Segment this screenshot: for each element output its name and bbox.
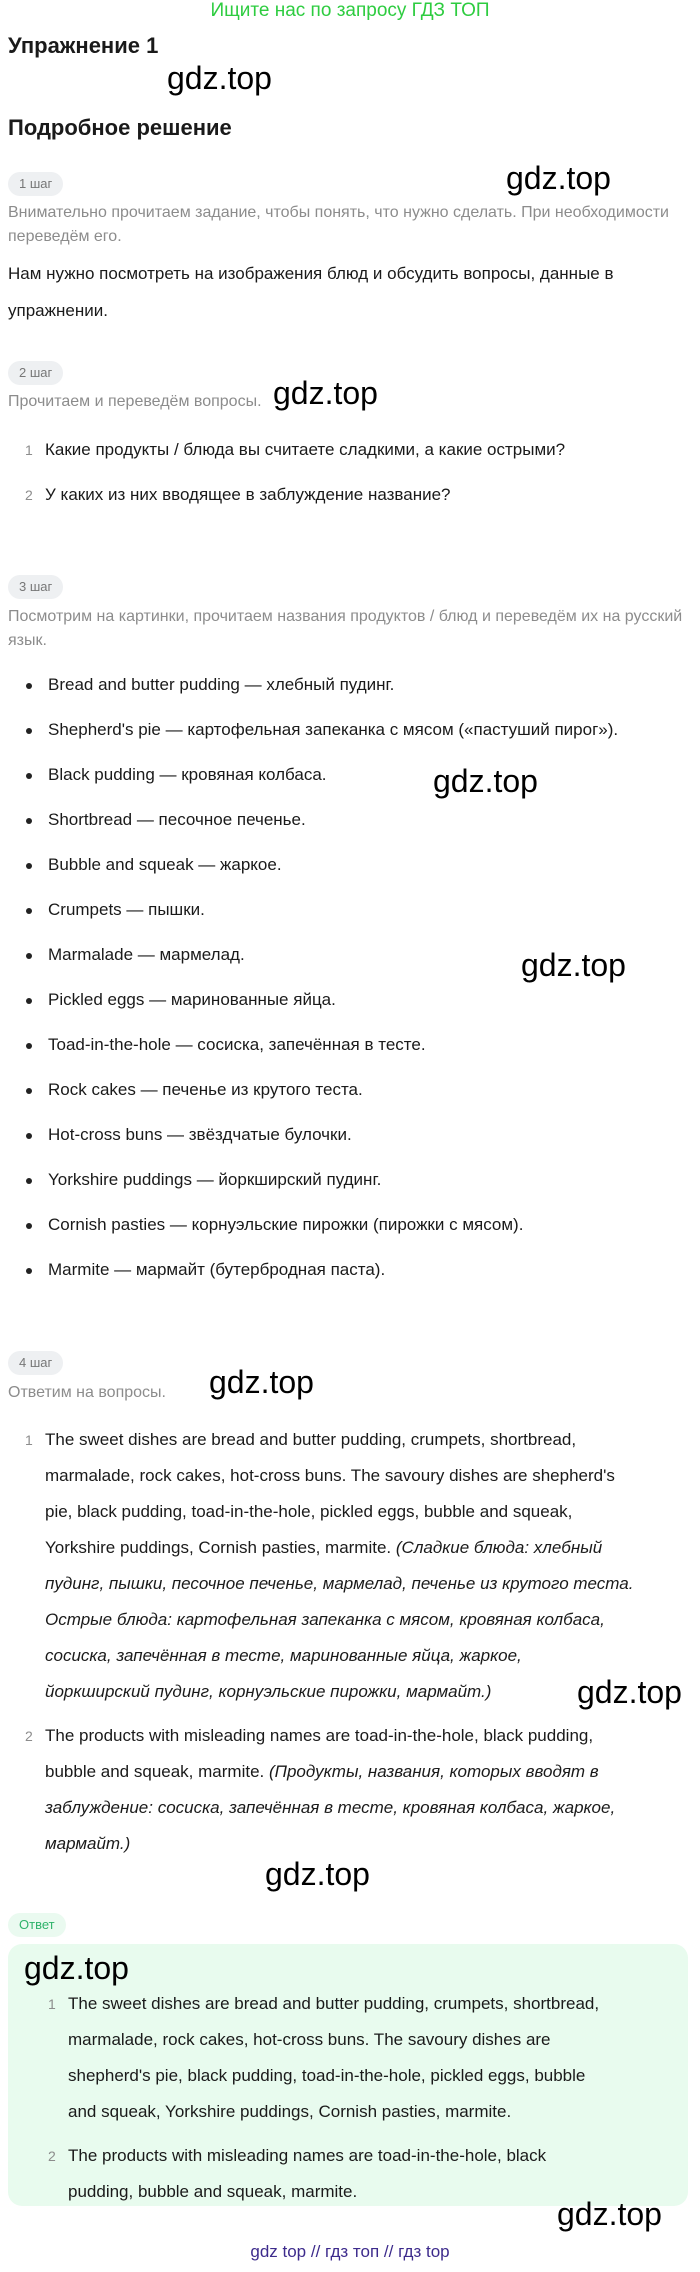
question-item	[0, 477, 690, 513]
dish-translation: Toad-in-the-hole — сосиска, запечённая в тесте.	[48, 1035, 426, 1054]
footer-separator: //	[310, 2242, 321, 2261]
bullet-icon	[26, 1133, 32, 1139]
text-line: The sweet dishes are bread and butter pudding, crumpets, shortbread,	[45, 1430, 577, 1449]
dish-translation: Marmite — мармайт (бутербродная паста).	[48, 1260, 386, 1279]
list-number: 1	[25, 1432, 33, 1448]
list-item	[0, 892, 690, 937]
list-item	[0, 1207, 690, 1252]
watermark: gdz.top	[265, 1856, 370, 1892]
translation-line: Острые блюда: картофельная запеканка с мясом, кровяная колбаса,	[45, 1610, 605, 1629]
list-item	[0, 1117, 690, 1162]
list-item	[0, 1027, 690, 1072]
answer-item	[0, 1422, 690, 1710]
footer-link[interactable]: gdz top	[250, 2242, 307, 2261]
text-line: shepherd's pie, black pudding, toad-in-the-hole, pickled eggs, bubble	[68, 2066, 586, 2085]
text-line: marmalade, rock cakes, hot-cross buns. The savoury dishes are	[68, 2030, 551, 2049]
bullet-icon	[26, 998, 32, 1004]
bullet-icon	[26, 1268, 32, 1274]
translation-line: йоркширский пудинг, корнуэльские пирожки, мармайт.)	[45, 1682, 492, 1701]
watermark: gdz.top	[521, 947, 626, 983]
search-banner: Ищите нас по запросу ГДЗ ТОП	[210, 0, 490, 21]
translation-line: мармайт.)	[45, 1834, 131, 1853]
bullet-icon	[26, 1178, 32, 1184]
answer-item	[0, 1718, 690, 1862]
text-line	[45, 1530, 685, 1566]
translation-line: заблуждение: сосиска, запечённая в тесте, кровяная колбаса, жаркое,	[45, 1798, 616, 1817]
dish-translation: Shortbread — песочное печенье.	[48, 810, 306, 829]
step-1-badge: 1 шаг	[8, 172, 63, 196]
list-item	[0, 667, 690, 712]
step-3-badge: 3 шаг	[8, 575, 63, 599]
step-3-note: Посмотрим на картинки, прочитаем названия продуктов / блюд и переведём их на русский язык.	[8, 608, 683, 649]
dish-translation: Rock cakes — печенье из крутого теста.	[48, 1080, 363, 1099]
bullet-icon	[26, 773, 32, 779]
footer-separator: //	[383, 2242, 394, 2261]
translation-line: сосиска, запечённая в тесте, маринованные яйца, жаркое,	[45, 1646, 522, 1665]
text-line: The products with misleading names are toad-in-the-hole, black	[68, 2146, 547, 2165]
step-4-note: Ответим на вопросы.	[8, 1384, 166, 1401]
step-2-badge: 2 шаг	[8, 361, 63, 385]
list-item	[0, 982, 690, 1027]
bullet-icon	[26, 908, 32, 914]
dish-translation: Shepherd's pie — картофельная запеканка с мясом («пастуший пирог»).	[48, 720, 619, 739]
dish-translation: Black pudding — кровяная колбаса.	[48, 765, 327, 784]
watermark: gdz.top	[273, 375, 378, 411]
text-segment: bubble and squeak, marmite.	[45, 1762, 269, 1781]
step-4-badge: 4 шаг	[8, 1351, 63, 1375]
dish-translation: Pickled eggs — маринованные яйца.	[48, 990, 336, 1009]
list-number: 2	[48, 2148, 56, 2164]
text-line: pudding, bubble and squeak, marmite.	[68, 2182, 358, 2201]
text-line: The products with misleading names are toad-in-the-hole, black pudding,	[45, 1726, 594, 1745]
footer-link[interactable]: гдз top	[398, 2242, 450, 2261]
answer-item	[48, 1986, 678, 2130]
question-item	[0, 432, 690, 468]
list-item	[0, 847, 690, 892]
bullet-icon	[26, 1043, 32, 1049]
dish-list	[0, 667, 690, 1297]
list-item	[0, 1252, 690, 1297]
answer-badge: Ответ	[8, 1913, 66, 1937]
list-item	[0, 712, 690, 757]
footer-link[interactable]: гдз топ	[325, 2242, 380, 2261]
answer-text	[45, 1422, 685, 1710]
dish-translation: Cornish pasties — корнуэльские пирожки (пирожки с мясом).	[48, 1215, 524, 1234]
bullet-icon	[26, 1088, 32, 1094]
answer-text	[68, 1986, 668, 2130]
list-item	[0, 937, 690, 982]
answer-box	[8, 1944, 688, 2206]
list-item	[0, 1162, 690, 1207]
translation-segment: (Сладкие блюда: хлебный	[395, 1538, 603, 1557]
text-line: marmalade, rock cakes, hot-cross buns. The savoury dishes are shepherd's	[45, 1466, 615, 1485]
text-line: pie, black pudding, toad-in-the-hole, pickled eggs, bubble and squeak,	[45, 1502, 573, 1521]
text-line: The sweet dishes are bread and butter pudding, crumpets, shortbread,	[68, 1994, 600, 2013]
bullet-icon	[26, 1223, 32, 1229]
list-item	[0, 757, 690, 802]
list-number: 2	[25, 1728, 33, 1744]
list-item	[0, 802, 690, 847]
solution-heading: Подробное решение	[8, 115, 232, 140]
watermark: gdz.top	[577, 1674, 682, 1710]
bullet-icon	[26, 728, 32, 734]
list-item	[0, 1072, 690, 1117]
dish-translation: Yorkshire puddings — йоркширский пудинг.	[48, 1170, 382, 1189]
bullet-icon	[26, 953, 32, 959]
question-text: Какие продукты / блюда вы считаете сладкими, а какие острыми?	[45, 440, 566, 459]
footer-links	[0, 2240, 700, 2264]
text-line	[45, 1754, 685, 1790]
step-1-text: Нам нужно посмотреть на изображения блюд и обсудить вопросы, данные в упражнении.	[8, 264, 614, 320]
answer-text	[45, 1718, 685, 1862]
watermark: gdz.top	[506, 160, 611, 196]
step-1-note: Внимательно прочитаем задание, чтобы понять, что нужно сделать. При необходимости переведём его.	[8, 204, 669, 245]
list-number: 1	[25, 442, 33, 458]
list-number: 2	[25, 487, 33, 503]
dish-translation: Bread and butter pudding — хлебный пудинг.	[48, 675, 395, 694]
translation-line: пудинг, пышки, песочное печенье, мармелад, печенье из крутого теста.	[45, 1574, 634, 1593]
translation-segment: (Продукты, названия, которых вводят в	[268, 1762, 599, 1781]
text-segment: Yorkshire puddings, Cornish pasties, marmite.	[45, 1538, 396, 1557]
page-title: Упражнение 1	[8, 33, 159, 58]
dish-translation: Marmalade — мармелад.	[48, 945, 245, 964]
bullet-icon	[26, 683, 32, 689]
step-2-note: Прочитаем и переведём вопросы.	[8, 393, 262, 410]
watermark: gdz.top	[167, 60, 272, 96]
dish-translation: Hot-cross buns — звёздчатые булочки.	[48, 1125, 352, 1144]
bullet-icon	[26, 818, 32, 824]
watermark: gdz.top	[24, 1950, 129, 1986]
question-text: У каких из них вводящее в заблуждение название?	[45, 485, 451, 504]
watermark: gdz.top	[433, 763, 538, 799]
text-line: and squeak, Yorkshire puddings, Cornish pasties, marmite.	[68, 2102, 512, 2121]
dish-translation: Crumpets — пышки.	[48, 900, 205, 919]
bullet-icon	[26, 863, 32, 869]
watermark: gdz.top	[209, 1364, 314, 1400]
dish-translation: Bubble and squeak — жаркое.	[48, 855, 282, 874]
watermark: gdz.top	[557, 2196, 662, 2232]
list-number: 1	[48, 1996, 56, 2012]
